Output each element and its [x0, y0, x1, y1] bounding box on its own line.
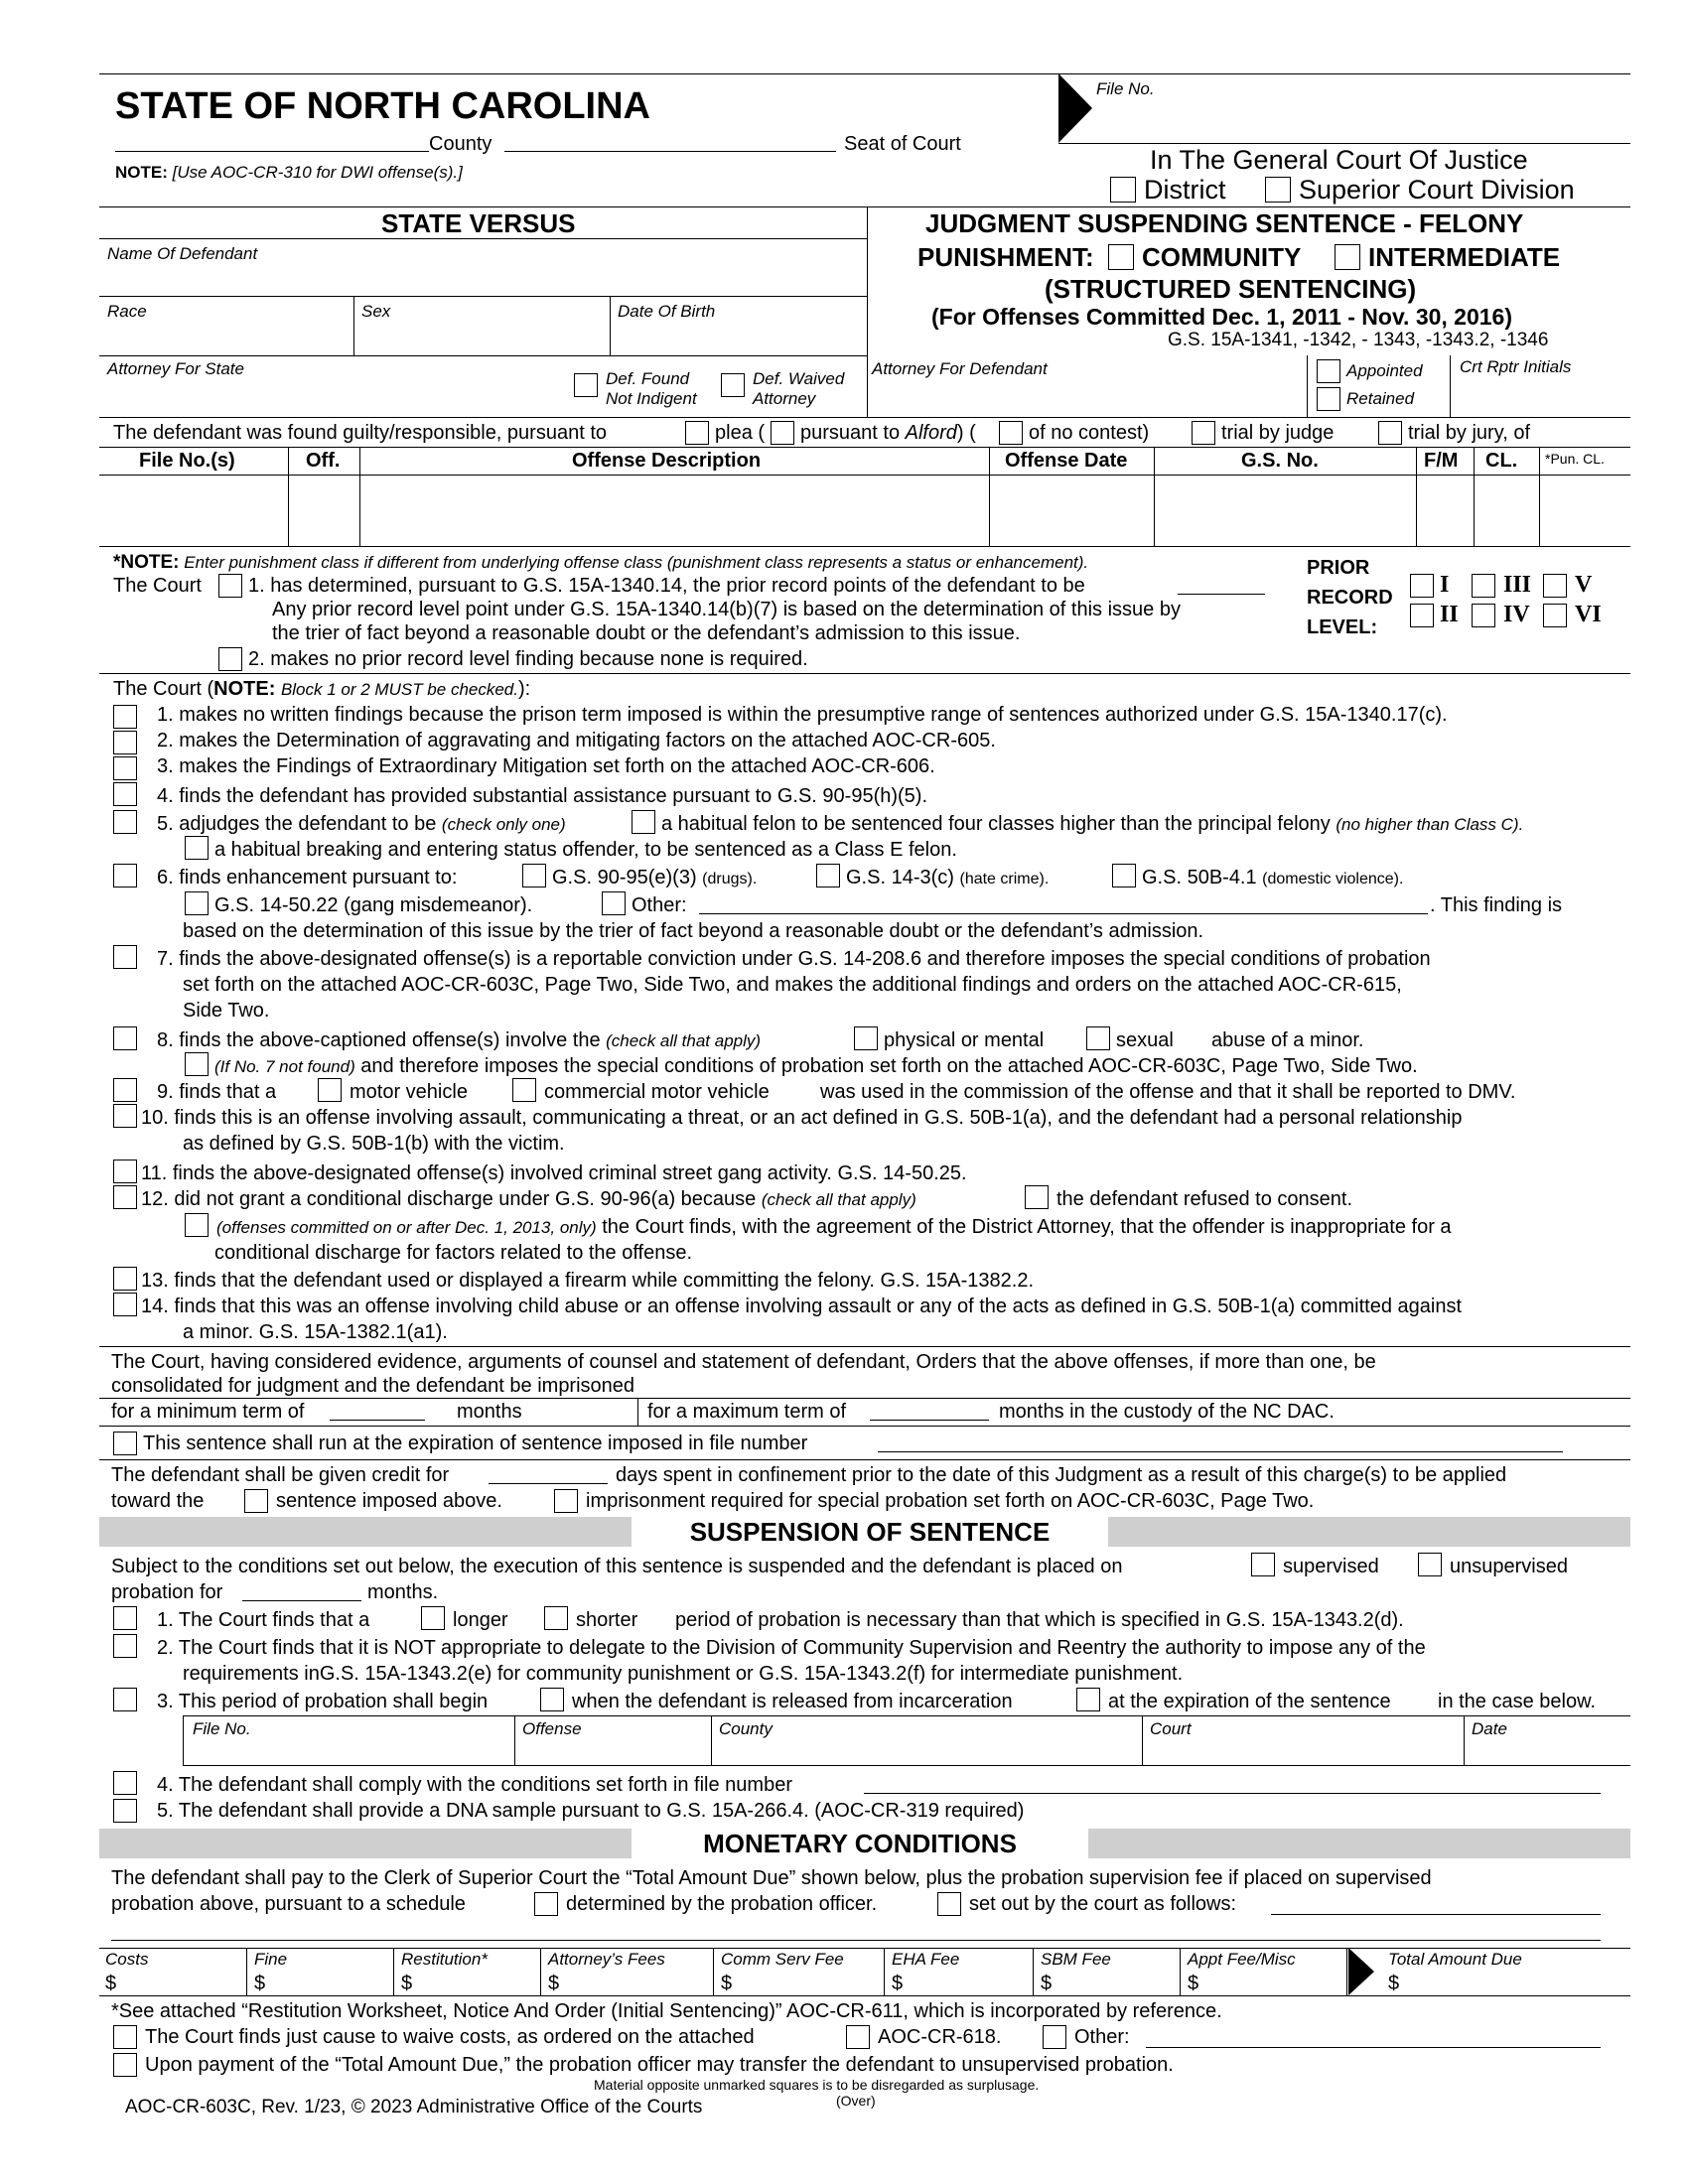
- suspension-1-text-2: period of probation is necessary than that which is specified in G.S. 15A-1343.2(d).: [675, 1609, 1404, 1631]
- rule: [1464, 1715, 1465, 1765]
- intermediate-label: INTERMEDIATE: [1368, 242, 1561, 272]
- col-cl: CL.: [1485, 450, 1518, 472]
- rule: [183, 1715, 1630, 1716]
- finding-10-checkbox[interactable]: [113, 1104, 137, 1128]
- habitual-b-and-e-text: a habitual breaking and entering status offender, to be sentenced as a Class E felon.: [214, 839, 957, 861]
- no-prior-finding-text: 2. makes no prior record level finding because none is required.: [248, 648, 808, 670]
- finding-5-text: 5. adjudges the defendant to be (check only one): [157, 813, 566, 835]
- case-col-offense: Offense: [522, 1719, 582, 1738]
- rule: [1142, 1715, 1143, 1765]
- col-off: Off.: [306, 450, 341, 472]
- def-waived-label: Def. Waived: [753, 369, 845, 388]
- finding-1-checkbox[interactable]: [113, 705, 137, 729]
- retained-checkbox[interactable]: [1317, 387, 1340, 411]
- rule: [1346, 1948, 1347, 1995]
- plea-checkbox[interactable]: [685, 421, 709, 445]
- schedule-probation-officer-checkbox[interactable]: [534, 1892, 558, 1916]
- enh-drugs-checkbox[interactable]: [522, 864, 546, 887]
- sexual-label: sexual: [1116, 1029, 1174, 1051]
- unsupervised-checkbox[interactable]: [1418, 1553, 1442, 1576]
- finding-14-text-2: a minor. G.S. 15A-1382.1(a1).: [183, 1321, 448, 1343]
- credit-label: The defendant shall be given credit for: [111, 1464, 450, 1486]
- aoc-cr-618-label: AOC-CR-618.: [878, 2026, 1002, 2048]
- enh-domestic-label: G.S. 50B-4.1 (domestic violence).: [1142, 867, 1404, 888]
- finding-9-text: 9. finds that a: [157, 1081, 277, 1103]
- level-iv-checkbox[interactable]: [1472, 604, 1495, 627]
- rule: [183, 1715, 184, 1765]
- rule: [99, 1398, 1630, 1399]
- suspension-heading: SUSPENSION OF SENTENCE: [632, 1517, 1108, 1547]
- probation-months-label: months.: [367, 1581, 439, 1603]
- finding-14-text: 14. finds that this was an offense involving child abuse or an offense involving assault or any of the acts as defined in G.S. 50B-1(a) committed against: [141, 1296, 1463, 1317]
- def-not-indigent-checkbox[interactable]: [574, 373, 598, 397]
- col-fm: F/M: [1424, 450, 1459, 472]
- upon-release-checkbox[interactable]: [540, 1688, 564, 1711]
- commercial-vehicle-label: commercial motor vehicle: [544, 1081, 770, 1103]
- offense-date-range: (For Offenses Committed Dec. 1, 2011 - Nov. 30, 2016): [931, 304, 1513, 330]
- finding-2-checkbox[interactable]: [113, 731, 137, 754]
- crt-rptr-label: Crt Rptr Initials: [1460, 357, 1572, 376]
- prior-points-checkbox[interactable]: [218, 574, 242, 598]
- rule: [288, 447, 289, 546]
- fee-costs-label: Costs: [105, 1950, 149, 1969]
- superior-label: Superior Court Division: [1299, 175, 1575, 205]
- finding-7-text-2: set forth on the attached AOC-CR-603C, Page Two, Side Two, and makes the additional findings and orders on the attached AOC-CR-615,: [183, 974, 1402, 996]
- rule: [99, 546, 1630, 547]
- case-col-date: Date: [1472, 1719, 1507, 1738]
- waive-other-label: Other:: [1074, 2026, 1130, 2048]
- judgment-title: JUDGMENT SUSPENDING SENTENCE - FELONY: [925, 208, 1524, 238]
- consecutive-label: This sentence shall run at the expiration of sentence imposed in file number: [143, 1433, 808, 1454]
- fee-eha-dollar[interactable]: $: [892, 1973, 904, 1994]
- level-i-checkbox[interactable]: [1410, 574, 1434, 598]
- rule: [1033, 1948, 1034, 1995]
- finding-6-text: 6. finds enhancement pursuant to:: [157, 867, 458, 888]
- findings-intro: The Court (NOTE: Block 1 or 2 MUST be checked.):: [113, 678, 531, 700]
- state-title: STATE OF NORTH CAROLINA: [115, 85, 650, 127]
- trial-by-jury-checkbox[interactable]: [1378, 421, 1402, 445]
- finding-13-text: 13. finds that the defendant used or displayed a firearm while committing the felony. G.S. 15A-1382.2.: [141, 1270, 1035, 1292]
- min-term-label: for a minimum term of: [111, 1401, 305, 1423]
- refused-consent-checkbox[interactable]: [1025, 1185, 1049, 1209]
- order-text: The Court, having considered evidence, arguments of counsel and statement of defendant, Orders that the above offenses, if more than one, be: [111, 1351, 1376, 1373]
- caption-divider: [867, 206, 868, 417]
- community-checkbox[interactable]: [1108, 244, 1134, 270]
- rule: [359, 447, 360, 546]
- finding-1-text: 1. makes no written findings because the prison term imposed is within the presumptive range of sentences authorized under G.S. 15A-1340.17(c).: [157, 704, 1448, 726]
- finding-10-text-2: as defined by G.S. 50B-1(b) with the victim.: [183, 1133, 565, 1155]
- rule: [884, 1948, 885, 1995]
- rule: [989, 447, 990, 546]
- finding-3-text: 3. makes the Findings of Extraordinary Mitigation set forth on the attached AOC-CR-606.: [157, 755, 935, 777]
- finding-9-checkbox[interactable]: [113, 1078, 137, 1102]
- def-found-label: Def. Found: [606, 369, 690, 388]
- rule: [99, 238, 867, 239]
- suspension-3-checkbox[interactable]: [113, 1688, 137, 1711]
- fee-restitution-label: Restitution*: [401, 1950, 488, 1969]
- finding-8-special-text: (If No. 7 not found) and therefore imposes the special conditions of probation set forth on the attached AOC-CR-603C, Page Two, Side Two.: [214, 1055, 1418, 1077]
- structured-sentencing: (STRUCTURED SENTENCING): [1045, 274, 1417, 304]
- case-col-court: Court: [1150, 1719, 1192, 1738]
- finding-12-text: 12. did not grant a conditional discharge under G.S. 90-96(a) because (check all that apply): [141, 1188, 916, 1210]
- fee-comm-serv-label: Comm Serv Fee: [721, 1950, 844, 1969]
- form-number: AOC-CR-603C, Rev. 1/23, © 2023 Administrative Office of the Courts: [125, 2097, 703, 2117]
- rule: [99, 1346, 1630, 1347]
- rule: [99, 1948, 1630, 1949]
- fee-costs-dollar[interactable]: $: [105, 1973, 117, 1994]
- supervised-label: supervised: [1283, 1556, 1379, 1577]
- record-label: RECORD: [1307, 587, 1393, 609]
- credit-text: days spent in confinement prior to the date of this Judgment as a result of this charge(s) to be applied: [616, 1464, 1507, 1486]
- plea-label: plea (: [715, 422, 766, 444]
- prior-points-text-3: the trier of fact beyond a reasonable doubt or the defendant’s admission to this issue.: [272, 622, 1021, 644]
- rule: [99, 1995, 1630, 1996]
- rule: [99, 355, 867, 356]
- enh-other-label: Other:: [632, 894, 687, 916]
- alford-label: pursuant to Alford) (: [800, 422, 976, 444]
- seat-label: Seat of Court: [844, 133, 961, 155]
- aoc-cr-618-checkbox[interactable]: [846, 2025, 870, 2049]
- level-ii: II: [1440, 602, 1459, 627]
- schedule-court-label: set out by the court as follows:: [969, 1893, 1237, 1915]
- enh-other-input[interactable]: [699, 895, 1428, 914]
- inappropriate-discharge-text-2: conditional discharge for factors related to the offense.: [214, 1242, 693, 1264]
- rule: [711, 1715, 712, 1765]
- level-v: V: [1575, 572, 1593, 598]
- toward-the: toward the: [111, 1490, 205, 1512]
- enh-gang-checkbox[interactable]: [185, 891, 209, 915]
- rule: [393, 1948, 394, 1995]
- finding-7-checkbox[interactable]: [113, 945, 137, 969]
- refused-consent-label: the defendant refused to consent.: [1056, 1188, 1352, 1210]
- rule: [99, 475, 1630, 476]
- fee-attorney-label: Attorney’s Fees: [548, 1950, 665, 1969]
- finding-11-checkbox[interactable]: [113, 1160, 137, 1183]
- race-label: Race: [107, 302, 147, 321]
- max-months: months in the custody of the NC DAC.: [999, 1401, 1335, 1423]
- appointed-label: Appointed: [1346, 361, 1423, 380]
- finding-4-checkbox[interactable]: [113, 782, 137, 806]
- prior-points-input[interactable]: [1178, 576, 1265, 595]
- superior-court-checkbox[interactable]: [1265, 177, 1291, 203]
- prior-points-text: 1. has determined, pursuant to G.S. 15A-1340.14, the prior record points of the defendant to be: [248, 575, 1085, 597]
- surplusage-note: Material opposite unmarked squares is to be disregarded as surplusage.: [594, 2077, 1040, 2093]
- rule: [183, 1765, 1630, 1766]
- inappropriate-discharge-checkbox[interactable]: [185, 1213, 209, 1237]
- finding-10-text: 10. finds this is an offense involving assault, communicating a threat, or an act defined in G.S. 50B-1(a), and the defendant had a personal relationship: [141, 1107, 1463, 1129]
- top-rule: [99, 73, 1630, 74]
- finding-7-text: 7. finds the above-designated offense(s) is a reportable conviction under G.S. 14-208.6 and therefore imposes the special conditions of probation: [157, 948, 1431, 970]
- sexual-checkbox[interactable]: [1086, 1026, 1110, 1050]
- col-file-no: File No.(s): [139, 450, 235, 472]
- rule: [99, 447, 1630, 448]
- habitual-felon-checkbox[interactable]: [632, 810, 655, 834]
- seat-of-court-input[interactable]: [504, 133, 836, 152]
- rule: [246, 1948, 247, 1995]
- habitual-felon-text: a habitual felon to be sentenced four classes higher than the principal felony (no higher than Class C).: [661, 813, 1524, 835]
- suspension-4-checkbox[interactable]: [113, 1771, 137, 1795]
- fee-comm-serv-dollar[interactable]: $: [721, 1973, 733, 1994]
- over-note: (Over): [836, 2093, 876, 2109]
- fee-eha-label: EHA Fee: [892, 1950, 960, 1969]
- the-court-label: The Court: [113, 575, 202, 597]
- min-months: months: [457, 1401, 522, 1423]
- transfer-label: Upon payment of the “Total Amount Due,” the probation officer may transfer the defendant to unsupervised probation.: [145, 2054, 1174, 2076]
- rule: [99, 673, 1630, 674]
- rule: [1180, 1948, 1181, 1995]
- supervised-checkbox[interactable]: [1251, 1553, 1275, 1576]
- col-offense-description: Offense Description: [572, 450, 762, 472]
- level-v-checkbox[interactable]: [1543, 574, 1567, 598]
- level-vi: VI: [1575, 602, 1602, 627]
- finding-8-special-checkbox[interactable]: [185, 1052, 209, 1076]
- restitution-note: *See attached “Restitution Worksheet, Notice And Order (Initial Sentencing)” AOC-CR-611, which is incorporated by reference.: [111, 2000, 1222, 2022]
- finding-12-checkbox[interactable]: [113, 1185, 137, 1209]
- rule: [99, 1426, 1630, 1427]
- min-term-input[interactable]: [330, 1402, 425, 1421]
- probation-for: probation for: [111, 1581, 223, 1603]
- longer-checkbox[interactable]: [421, 1606, 445, 1630]
- enh-drugs-label: G.S. 90-95(e)(3) (drugs).: [552, 867, 758, 888]
- rule: [353, 296, 354, 355]
- motor-vehicle-checkbox[interactable]: [318, 1078, 342, 1102]
- rule: [514, 1715, 515, 1765]
- credit-sentence-label: sentence imposed above.: [276, 1490, 502, 1512]
- rule: [713, 1948, 714, 1995]
- rule: [1154, 447, 1155, 546]
- case-col-file-no: File No.: [193, 1719, 251, 1738]
- credit-special-probation-label: imprisonment required for special probation set forth on AOC-CR-603C, Page Two.: [586, 1490, 1315, 1512]
- fee-total-dollar[interactable]: $: [1388, 1973, 1400, 1994]
- monetary-heading: MONETARY CONDITIONS: [632, 1829, 1088, 1858]
- level-iv: IV: [1503, 602, 1530, 627]
- credit-sentence-checkbox[interactable]: [244, 1489, 268, 1513]
- rule: [99, 1459, 1630, 1460]
- level-iii-checkbox[interactable]: [1472, 574, 1495, 598]
- community-label: COMMUNITY: [1142, 242, 1302, 272]
- rule: [99, 417, 1630, 418]
- sex-label: Sex: [361, 302, 391, 321]
- attorney-label: Attorney: [753, 389, 816, 408]
- trial-by-judge-checkbox[interactable]: [1192, 421, 1215, 445]
- no-prior-finding-checkbox[interactable]: [218, 647, 242, 671]
- fee-sbm-label: SBM Fee: [1041, 1950, 1111, 1969]
- order-text-2: consolidated for judgment and the defendant be imprisoned: [111, 1375, 635, 1397]
- col-gs-no: G.S. No.: [1241, 450, 1319, 472]
- waive-other-checkbox[interactable]: [1043, 2025, 1066, 2049]
- longer-label: longer: [453, 1609, 508, 1631]
- suspension-5-text: 5. The defendant shall provide a DNA sample pursuant to G.S. 15A-266.4. (AOC-CR-319 required): [157, 1800, 1025, 1822]
- max-term-label: for a maximum term of: [647, 1401, 847, 1423]
- name-of-defendant-label: Name Of Defendant: [107, 244, 258, 263]
- pun-class-note: *NOTE: Enter punishment class if different from underlying offense class (punishment class represents a status or enhancement).: [113, 552, 1089, 573]
- comply-file-input[interactable]: [864, 1775, 1601, 1794]
- finding-13-checkbox[interactable]: [113, 1267, 137, 1291]
- fee-appt-dollar[interactable]: $: [1188, 1973, 1199, 1994]
- enh-hate-crime-checkbox[interactable]: [816, 864, 840, 887]
- finding-6-cont: . This finding is: [1430, 894, 1563, 916]
- no-contest-checkbox[interactable]: [999, 421, 1023, 445]
- suspension-3-text: 3. This period of probation shall begin: [157, 1691, 489, 1712]
- finding-6-checkbox[interactable]: [113, 864, 137, 887]
- level-ii-checkbox[interactable]: [1410, 604, 1434, 627]
- level-i: I: [1440, 572, 1450, 598]
- total-arrow-icon: [1348, 1948, 1374, 1995]
- inappropriate-discharge-text: (offenses committed on or after Dec. 1, 2013, only) the Court finds, with the agreement of the District Attorney, that the offender is inappropriate for a: [216, 1216, 1452, 1238]
- waive-costs-label: The Court finds just cause to waive costs, as ordered on the attached: [145, 2026, 755, 2048]
- probation-months-input[interactable]: [242, 1582, 361, 1601]
- enh-gang-label: G.S. 14-50.22 (gang misdemeanor).: [214, 894, 533, 916]
- finding-4-text: 4. finds the defendant has provided substantial assistance pursuant to G.S. 90-95(h)(5).: [157, 785, 928, 807]
- prior-label: PRIOR: [1307, 557, 1370, 579]
- case-below: in the case below.: [1438, 1691, 1596, 1712]
- col-offense-date: Offense Date: [1005, 450, 1128, 472]
- rule: [637, 1398, 638, 1426]
- county-label: County: [429, 133, 492, 155]
- fee-attorney-dollar[interactable]: $: [548, 1973, 560, 1994]
- not-indigent-label: Not Indigent: [606, 389, 697, 408]
- state-versus: STATE VERSUS: [381, 208, 576, 238]
- prior-points-text-2: Any prior record level point under G.S. 15A-1340.14(b)(7) is based on the determination of this issue by: [272, 599, 1181, 620]
- case-col-county: County: [719, 1719, 773, 1738]
- dwi-note: NOTE: [Use AOC-CR-310 for DWI offense(s).]: [115, 163, 463, 182]
- appointed-checkbox[interactable]: [1317, 359, 1340, 383]
- consecutive-file-input[interactable]: [878, 1433, 1563, 1452]
- shorter-label: shorter: [576, 1609, 638, 1631]
- finding-6-text-2: based on the determination of this issue by the trier of fact beyond a reasonable doubt or the defendant’s admission.: [183, 920, 1204, 942]
- fee-total-label: Total Amount Due: [1388, 1950, 1522, 1969]
- schedule-probation-officer-label: determined by the probation officer.: [566, 1893, 878, 1915]
- suspension-2-text-2: requirements inG.S. 15A-1343.2(e) for community punishment or G.S. 15A-1343.2(f) for intermediate punishment.: [183, 1663, 1184, 1685]
- motor-vehicle-label: motor vehicle: [350, 1081, 468, 1103]
- finding-8-text: 8. finds the above-captioned offense(s) involve the (check all that apply): [157, 1029, 762, 1051]
- at-expiration-label: at the expiration of the sentence: [1108, 1691, 1391, 1712]
- trial-by-jury-label: trial by jury, of: [1408, 422, 1530, 444]
- dob-label: Date Of Birth: [618, 302, 716, 321]
- finding-7-text-3: Side Two.: [183, 1000, 270, 1022]
- upon-release-label: when the defendant is released from incarceration: [572, 1691, 1013, 1712]
- finding-14-checkbox[interactable]: [113, 1293, 137, 1316]
- court-name: In The General Court Of Justice: [1150, 145, 1528, 175]
- schedule-court-input[interactable]: [1271, 1896, 1601, 1915]
- monetary-text: The defendant shall pay to the Clerk of Superior Court the “Total Amount Due” shown below, plus the probation supervision fee if placed on supervised: [111, 1867, 1432, 1889]
- caption-top-rule: [99, 206, 1630, 207]
- fee-sbm-dollar[interactable]: $: [1041, 1973, 1053, 1994]
- enh-other-checkbox[interactable]: [602, 891, 626, 915]
- retained-label: Retained: [1346, 389, 1415, 408]
- finding-3-checkbox[interactable]: [113, 756, 137, 780]
- gs-references: G.S. 15A-1341, -1342, - 1343, -1343.2, -1346: [1168, 330, 1549, 350]
- enh-domestic-checkbox[interactable]: [1112, 864, 1136, 887]
- col-pun-cl: *Pun. CL.: [1545, 451, 1605, 467]
- district-checkbox[interactable]: [1110, 177, 1136, 203]
- rule: [1416, 447, 1417, 546]
- finding-5-checkbox[interactable]: [113, 810, 137, 834]
- abuse-of-minor: abuse of a minor.: [1211, 1029, 1364, 1051]
- no-contest-label: of no contest): [1029, 422, 1150, 444]
- consecutive-checkbox[interactable]: [113, 1432, 137, 1455]
- finding-2-text: 2. makes the Determination of aggravating and mitigating factors on the attached AOC-CR-605.: [157, 730, 996, 751]
- level-vi-checkbox[interactable]: [1543, 604, 1567, 627]
- attorney-for-defendant-label: Attorney For Defendant: [872, 359, 1048, 378]
- fee-restitution-dollar[interactable]: $: [401, 1973, 413, 1994]
- intermediate-checkbox[interactable]: [1335, 244, 1360, 270]
- suspension-1-checkbox[interactable]: [113, 1606, 137, 1630]
- commercial-vehicle-checkbox[interactable]: [512, 1078, 536, 1102]
- rule: [1450, 355, 1451, 417]
- found-guilty-text: The defendant was found guilty/responsible, pursuant to: [113, 422, 607, 444]
- def-waived-attorney-checkbox[interactable]: [721, 373, 745, 397]
- file-no-input[interactable]: [1058, 125, 1630, 144]
- fee-appt-label: Appt Fee/Misc: [1188, 1950, 1296, 1969]
- rule: [1539, 447, 1540, 546]
- suspension-1-text: 1. The Court finds that a: [157, 1609, 370, 1631]
- rule: [610, 296, 611, 355]
- finding-8-checkbox[interactable]: [113, 1026, 137, 1050]
- district-label: District: [1144, 175, 1226, 205]
- physical-mental-label: physical or mental: [884, 1029, 1045, 1051]
- monetary-text-2: probation above, pursuant to a schedule: [111, 1893, 466, 1915]
- punishment-label: PUNISHMENT:: [917, 242, 1094, 272]
- county-input[interactable]: [115, 133, 429, 152]
- credit-special-probation-checkbox[interactable]: [554, 1489, 578, 1513]
- level-iii: III: [1503, 572, 1532, 598]
- habitual-b-and-e-checkbox[interactable]: [185, 836, 209, 860]
- rule: [1307, 355, 1308, 417]
- suspension-2-text: 2. The Court finds that it is NOT appropriate to delegate to the Division of Community Supervision and Reentry the authority to impose any of the: [157, 1637, 1426, 1659]
- suspension-2-checkbox[interactable]: [113, 1634, 137, 1658]
- suspension-text: Subject to the conditions set out below, the execution of this sentence is suspended and the defendant is placed on: [111, 1556, 1123, 1577]
- trial-by-judge-label: trial by judge: [1221, 422, 1335, 444]
- at-expiration-checkbox[interactable]: [1076, 1688, 1100, 1711]
- physical-mental-checkbox[interactable]: [854, 1026, 878, 1050]
- alford-checkbox[interactable]: [771, 421, 794, 445]
- finding-9-text-2: was used in the commission of the offense and that it shall be reported to DMV.: [820, 1081, 1516, 1103]
- enh-hate-crime-label: G.S. 14-3(c) (hate crime).: [846, 867, 1050, 888]
- transfer-checkbox[interactable]: [113, 2053, 137, 2077]
- file-no-label: File No.: [1096, 79, 1155, 98]
- fee-fine-dollar[interactable]: $: [254, 1973, 266, 1994]
- max-term-input[interactable]: [870, 1402, 989, 1421]
- finding-11-text: 11. finds the above-designated offense(s) involved criminal street gang activity. G.S. 14-50.25.: [141, 1162, 967, 1184]
- attorney-for-state-label: Attorney For State: [107, 359, 244, 378]
- schedule-court-checkbox[interactable]: [937, 1892, 961, 1916]
- suspension-5-checkbox[interactable]: [113, 1799, 137, 1823]
- waive-other-input[interactable]: [1146, 2029, 1601, 2048]
- rule: [99, 296, 867, 297]
- shorter-checkbox[interactable]: [544, 1606, 568, 1630]
- rule: [1474, 447, 1475, 546]
- suspension-4-text: 4. The defendant shall comply with the conditions set forth in file number: [157, 1774, 792, 1796]
- waive-costs-checkbox[interactable]: [113, 2025, 137, 2049]
- rule: [540, 1948, 541, 1995]
- unsupervised-label: unsupervised: [1450, 1556, 1568, 1577]
- schedule-court-input-2[interactable]: [111, 1922, 1601, 1941]
- level-label: LEVEL:: [1307, 616, 1378, 638]
- credit-days-input[interactable]: [489, 1465, 608, 1484]
- fee-fine-label: Fine: [254, 1950, 288, 1969]
